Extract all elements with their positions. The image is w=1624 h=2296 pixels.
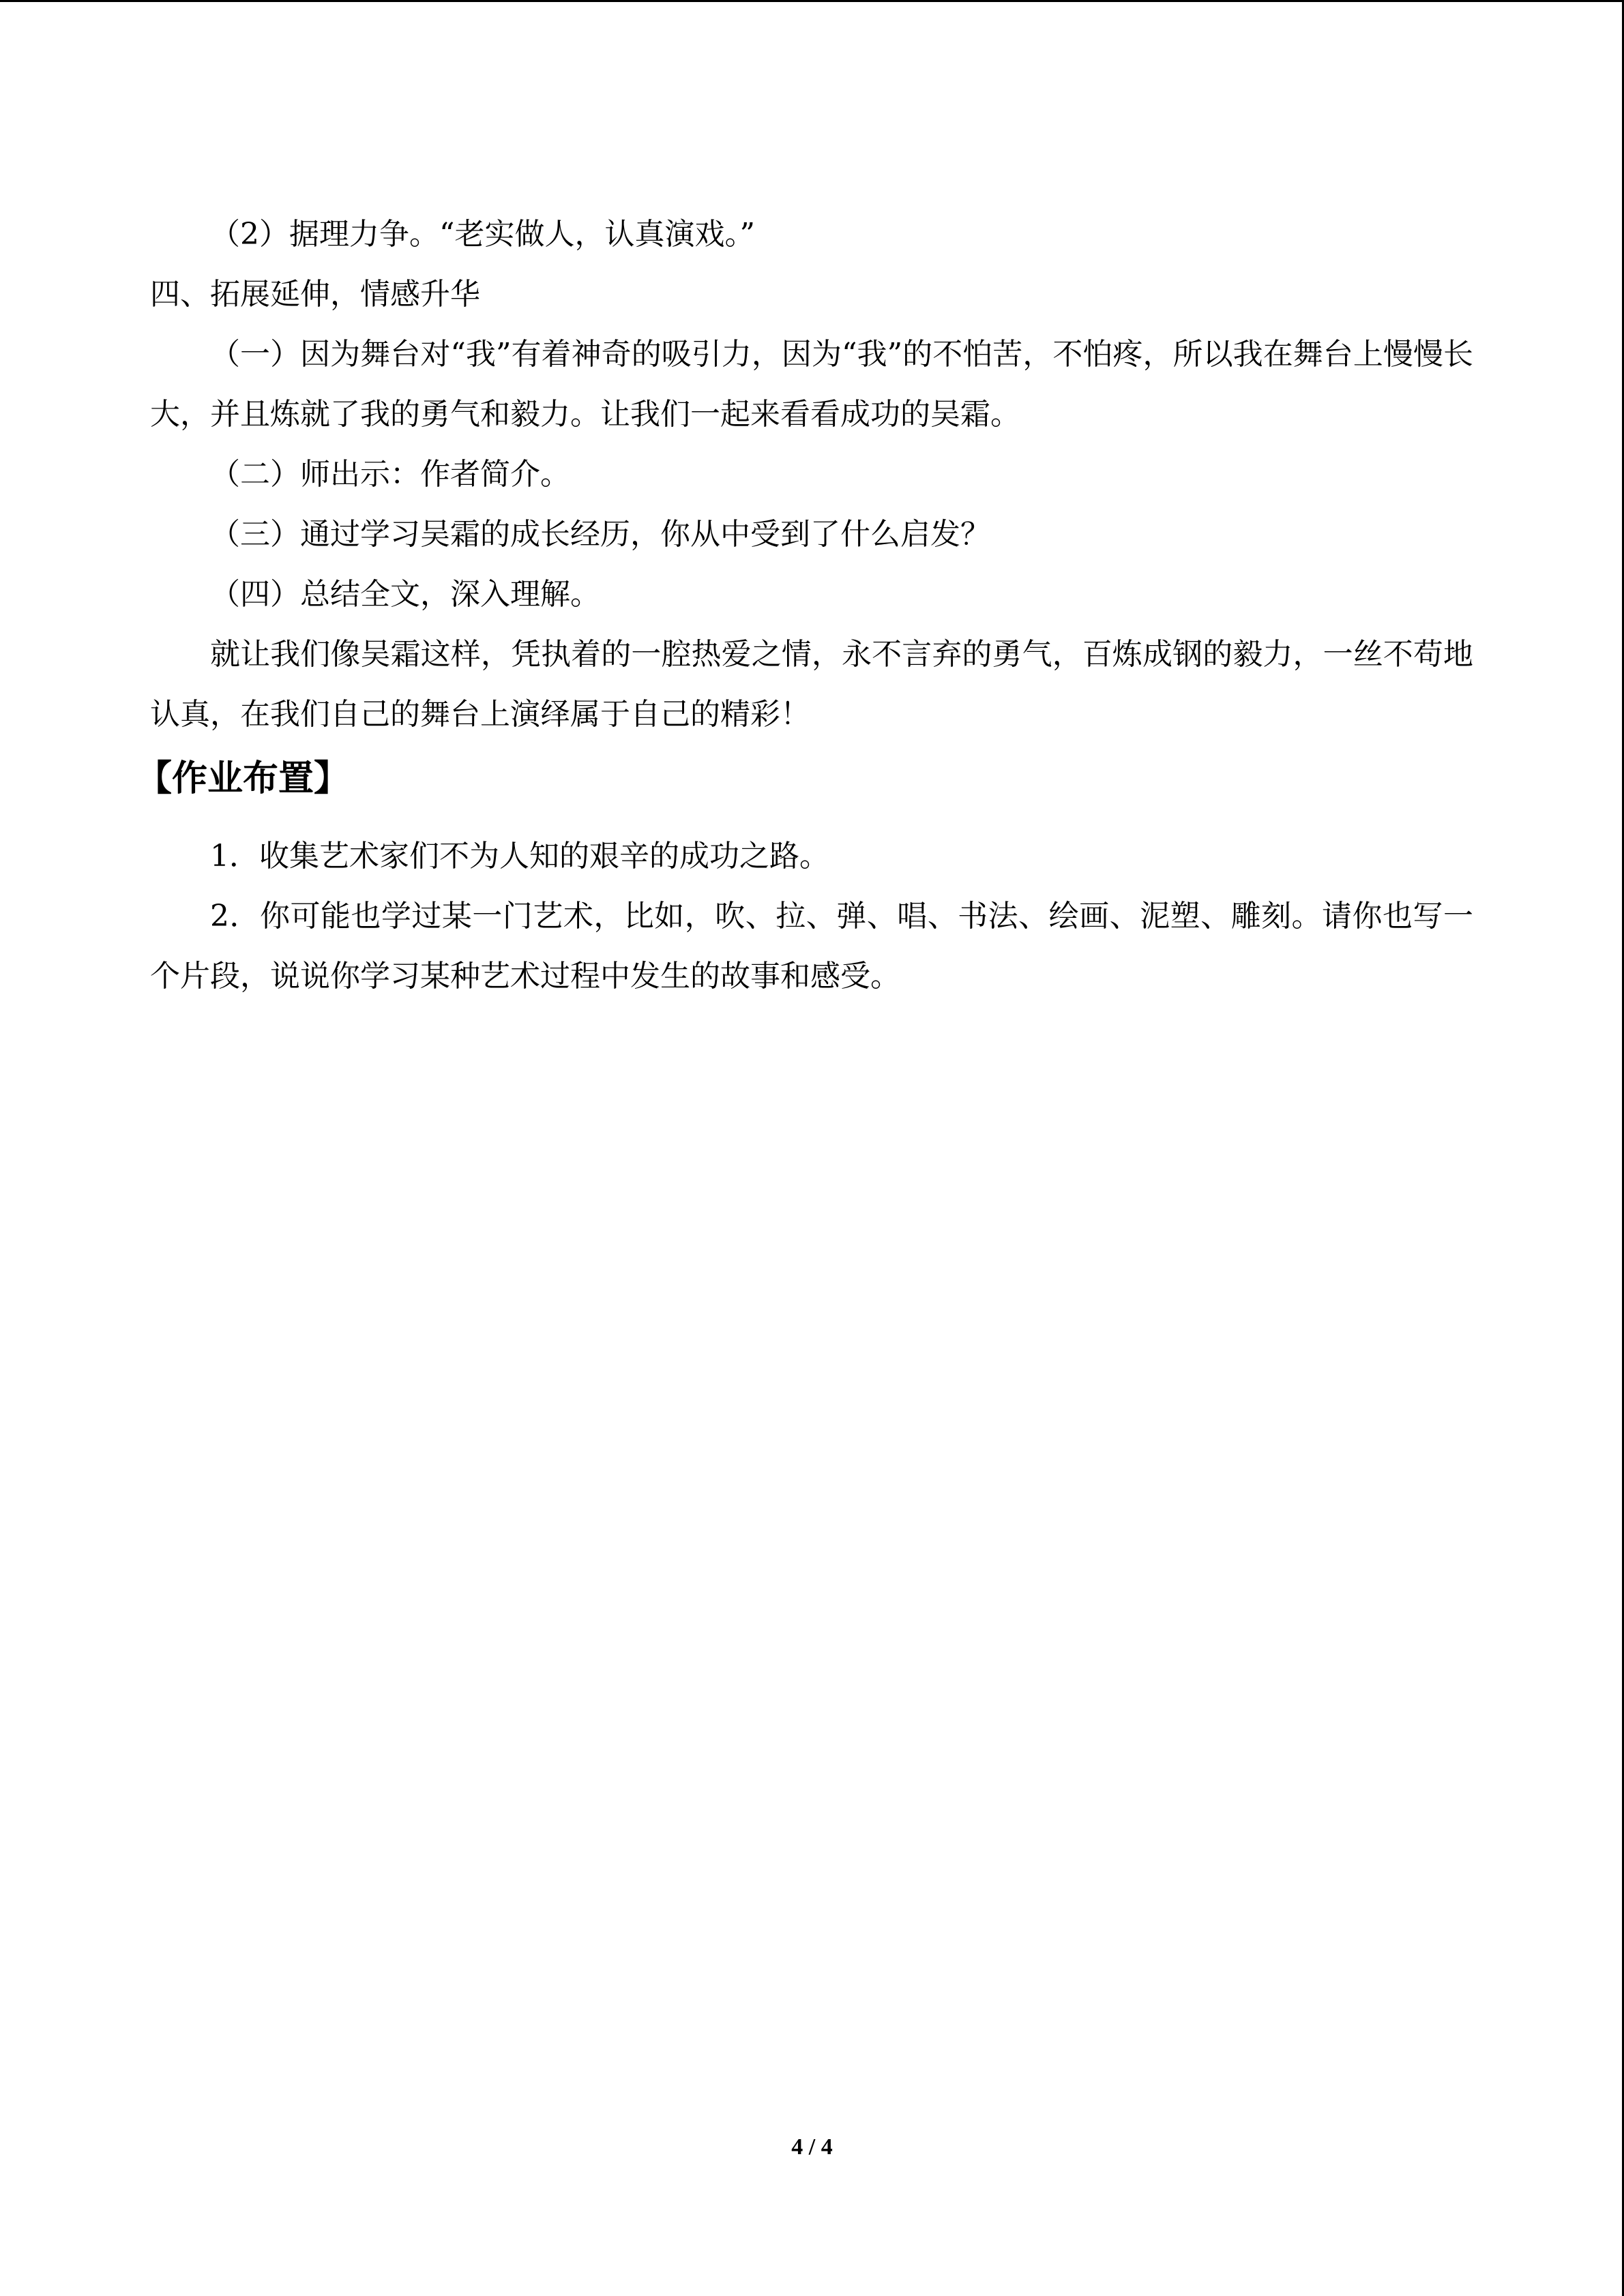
document-body (136, 205, 1473, 1007)
paragraph-conclusion: 就让我们像吴霜这样，凭执着的一腔热爱之情，永不言弃的勇气，百炼成钢的毅力，一丝不苟地认真，在我们自己的舞台上演绎属于自己的精彩！ (150, 637, 1473, 732)
page-number: 4 / 4 (791, 2134, 833, 2160)
paragraph-summary: （四）总结全文，深入理解。 (210, 577, 600, 612)
homework-item-1: 1．收集艺术家们不为人知的艰辛的成功之路。 (210, 839, 829, 874)
homework-item-2: 2．你可能也学过某一门艺术，比如，吹、拉、弹、唱、书法、绘画、泥塑、雕刻。请你也写一个片段，说说你学习某种艺术过程中发生的故事和感受。 (150, 899, 1473, 994)
paragraph-argument: （2）据理力争。“老实做人，认真演戏。” (210, 217, 755, 252)
section-four-heading: 四、拓展延伸，情感升华 (150, 277, 480, 312)
homework-heading: 【作业布置】 (136, 758, 350, 799)
paragraph-stage-attraction: （一）因为舞台对“我”有着神奇的吸引力，因为“我”的不怕苦，不怕疼，所以我在舞台上慢慢长大，并且炼就了我的勇气和毅力。让我们一起来看看成功的吴霜。 (150, 337, 1473, 432)
paragraph-inspiration-question: （三）通过学习吴霜的成长经历，你从中受到了什么启发？ (210, 517, 990, 552)
page-top-border (0, 0, 1624, 2)
paragraph-author-intro: （二）师出示：作者简介。 (210, 457, 570, 492)
